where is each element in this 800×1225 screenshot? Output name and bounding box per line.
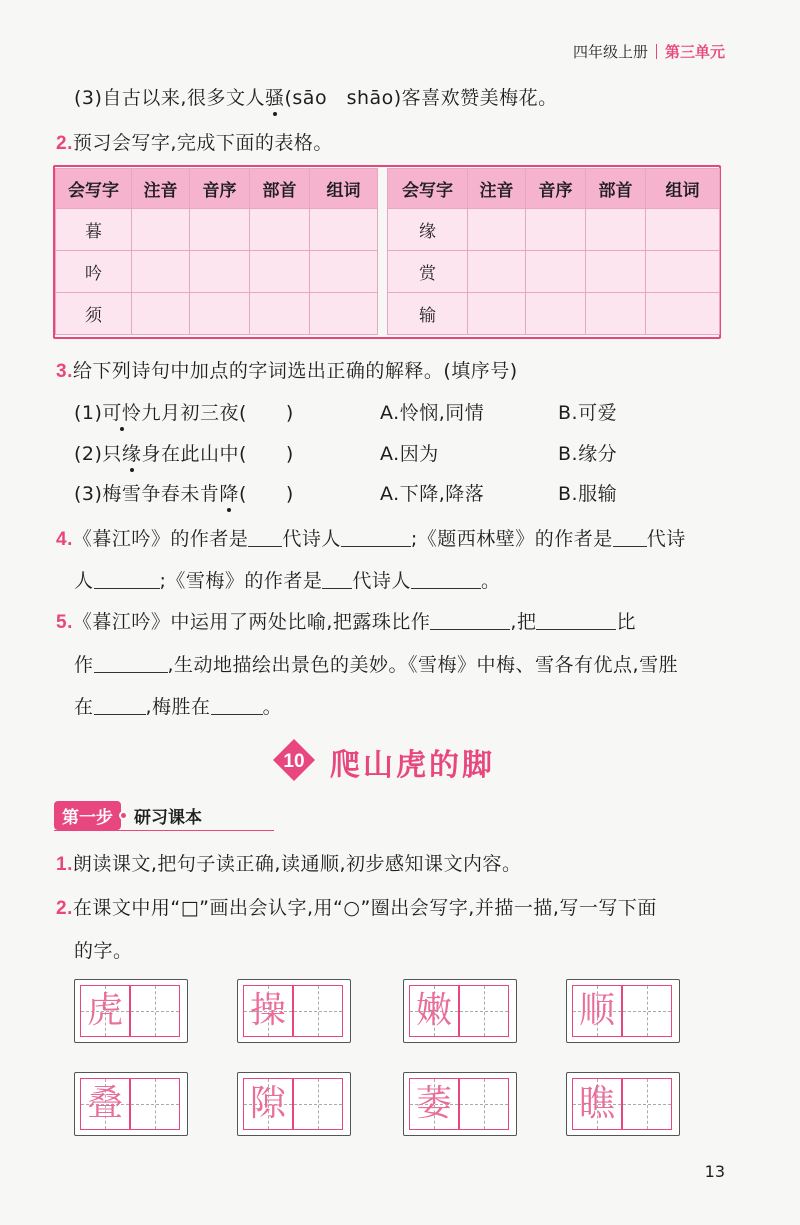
- answer-blank[interactable]: [341, 527, 411, 547]
- writing-grid[interactable]: [403, 979, 517, 1043]
- table-row: 暮: [56, 209, 378, 251]
- answer-blank[interactable]: [411, 569, 481, 589]
- writing-grid[interactable]: [237, 1072, 351, 1136]
- trace-char: 萎: [415, 1083, 452, 1124]
- answer-blank[interactable]: [613, 527, 647, 547]
- table-row: 吟: [56, 251, 378, 293]
- word-cell[interactable]: [646, 251, 720, 293]
- word-cell[interactable]: [310, 251, 378, 293]
- question-3: 3.给下列诗句中加点的字词选出正确的解释。(填序号): [56, 360, 518, 382]
- dotted-char: 骚: [265, 83, 285, 110]
- answer-blank[interactable]: [94, 653, 168, 673]
- yinxu-cell[interactable]: [526, 251, 586, 293]
- q3-item-3: (3)梅雪争春未肯降( ): [74, 479, 294, 506]
- yinxu-cell[interactable]: [190, 209, 250, 251]
- answer-blank[interactable]: [94, 695, 146, 715]
- trace-char: 顺: [578, 990, 615, 1031]
- writing-grid[interactable]: [566, 979, 680, 1043]
- header-separator: [656, 44, 657, 59]
- writing-grid[interactable]: [237, 979, 351, 1043]
- q3-item-1: (1)可怜九月初三夜( ): [74, 398, 294, 425]
- unit-label: 第三单元: [664, 43, 725, 61]
- step-heading: [54, 801, 202, 829]
- pinyin-cell[interactable]: [468, 293, 526, 335]
- question-5-line-2: 作 ,生动地描绘出景色的美妙。《雪梅》中梅、雪各有优点,雪胜: [74, 654, 679, 676]
- yinxu-cell[interactable]: [190, 293, 250, 335]
- answer-blank[interactable]: [94, 569, 160, 589]
- yinxu-cell[interactable]: [190, 251, 250, 293]
- trace-char: 操: [249, 990, 286, 1031]
- yinxu-cell[interactable]: [526, 293, 586, 335]
- trace-char: 嫩: [415, 990, 452, 1031]
- radical-cell[interactable]: [250, 293, 310, 335]
- bullet-icon: [119, 811, 128, 820]
- radical-cell[interactable]: [586, 251, 646, 293]
- study-item-2-line-2: 的字。: [74, 940, 133, 962]
- radical-cell[interactable]: [250, 209, 310, 251]
- table-row: 缘: [388, 209, 720, 251]
- pinyin-cell[interactable]: [132, 251, 190, 293]
- question-5-line-3: 在 ,梅胜在 。: [74, 696, 283, 718]
- lesson-title: 爬山虎的脚: [330, 748, 495, 783]
- lesson-number-badge: [272, 738, 316, 782]
- q3-item-2-option-a: A.因为: [380, 443, 439, 465]
- char-table-left: [55, 168, 378, 335]
- writing-grid[interactable]: [74, 1072, 188, 1136]
- question-4-line-2: 人 ;《雪梅》的作者是 代诗人 。: [74, 570, 501, 592]
- q3-item-1-option-a: A.怜悯,同情: [380, 402, 485, 424]
- lesson-number: 10: [283, 751, 305, 772]
- trace-char: 瞧: [578, 1083, 615, 1124]
- pinyin-cell[interactable]: [468, 209, 526, 251]
- word-cell[interactable]: [646, 293, 720, 335]
- pinyin-cell[interactable]: [132, 293, 190, 335]
- answer-blank[interactable]: [536, 610, 616, 630]
- grade-label: 四年级上册: [572, 43, 648, 61]
- char-table-right: [387, 168, 720, 335]
- step-text: 研习课本: [134, 807, 202, 828]
- step-label: 第一步: [54, 801, 121, 830]
- page-number: 13: [704, 1162, 725, 1181]
- pinyin-cell[interactable]: [132, 209, 190, 251]
- answer-blank[interactable]: [248, 527, 282, 547]
- yinxu-cell[interactable]: [526, 209, 586, 251]
- radical-cell[interactable]: [586, 209, 646, 251]
- trace-char: 虎: [86, 990, 123, 1031]
- q3-item-3-option-a: A.下降,降落: [380, 483, 485, 505]
- question-4-line-1: 4.《暮江吟》的作者是 代诗人 ;《题西林壁》的作者是 代诗: [56, 528, 686, 550]
- answer-blank[interactable]: [211, 695, 263, 715]
- word-cell[interactable]: [310, 293, 378, 335]
- table-row: 须: [56, 293, 378, 335]
- q1-item-3: (3)自古以来,很多文人骚(sāo shāo)客喜欢赞美梅花。: [74, 83, 558, 110]
- question-5-line-1: 5.《暮江吟》中运用了两处比喻,把露珠比作 ,把 比: [56, 611, 636, 633]
- table-row: 赏: [388, 251, 720, 293]
- q3-item-1-option-b: B.可爱: [558, 402, 618, 424]
- word-cell[interactable]: [646, 209, 720, 251]
- radical-cell[interactable]: [250, 251, 310, 293]
- writing-grid[interactable]: [403, 1072, 517, 1136]
- word-cell[interactable]: [310, 209, 378, 251]
- table-row: 输: [388, 293, 720, 335]
- writing-grid[interactable]: [74, 979, 188, 1043]
- q3-item-2: (2)只缘身在此山中( ): [74, 439, 294, 466]
- radical-cell[interactable]: [586, 293, 646, 335]
- table-header-row: 会写字 注音 音序 部首 组词: [56, 169, 378, 209]
- q3-item-3-option-b: B.服输: [558, 483, 618, 505]
- answer-blank[interactable]: [430, 610, 510, 630]
- table-header-row: 会写字 注音 音序 部首 组词: [388, 169, 720, 209]
- study-item-1: 1.朗读课文,把句子读正确,读通顺,初步感知课文内容。: [56, 853, 522, 875]
- page-header: [573, 41, 725, 62]
- step-underline: [54, 830, 274, 831]
- writing-grid[interactable]: [566, 1072, 680, 1136]
- trace-char: 隙: [249, 1083, 286, 1124]
- question-2: 2.预习会写字,完成下面的表格。: [56, 132, 333, 154]
- study-item-2-line-1: 2.在课文中用“□”画出会认字,用“○”圈出会写字,并描一描,写一写下面: [56, 897, 657, 919]
- answer-blank[interactable]: [322, 569, 352, 589]
- trace-char: 叠: [86, 1083, 123, 1124]
- pinyin-cell[interactable]: [468, 251, 526, 293]
- q3-item-2-option-b: B.缘分: [558, 443, 618, 465]
